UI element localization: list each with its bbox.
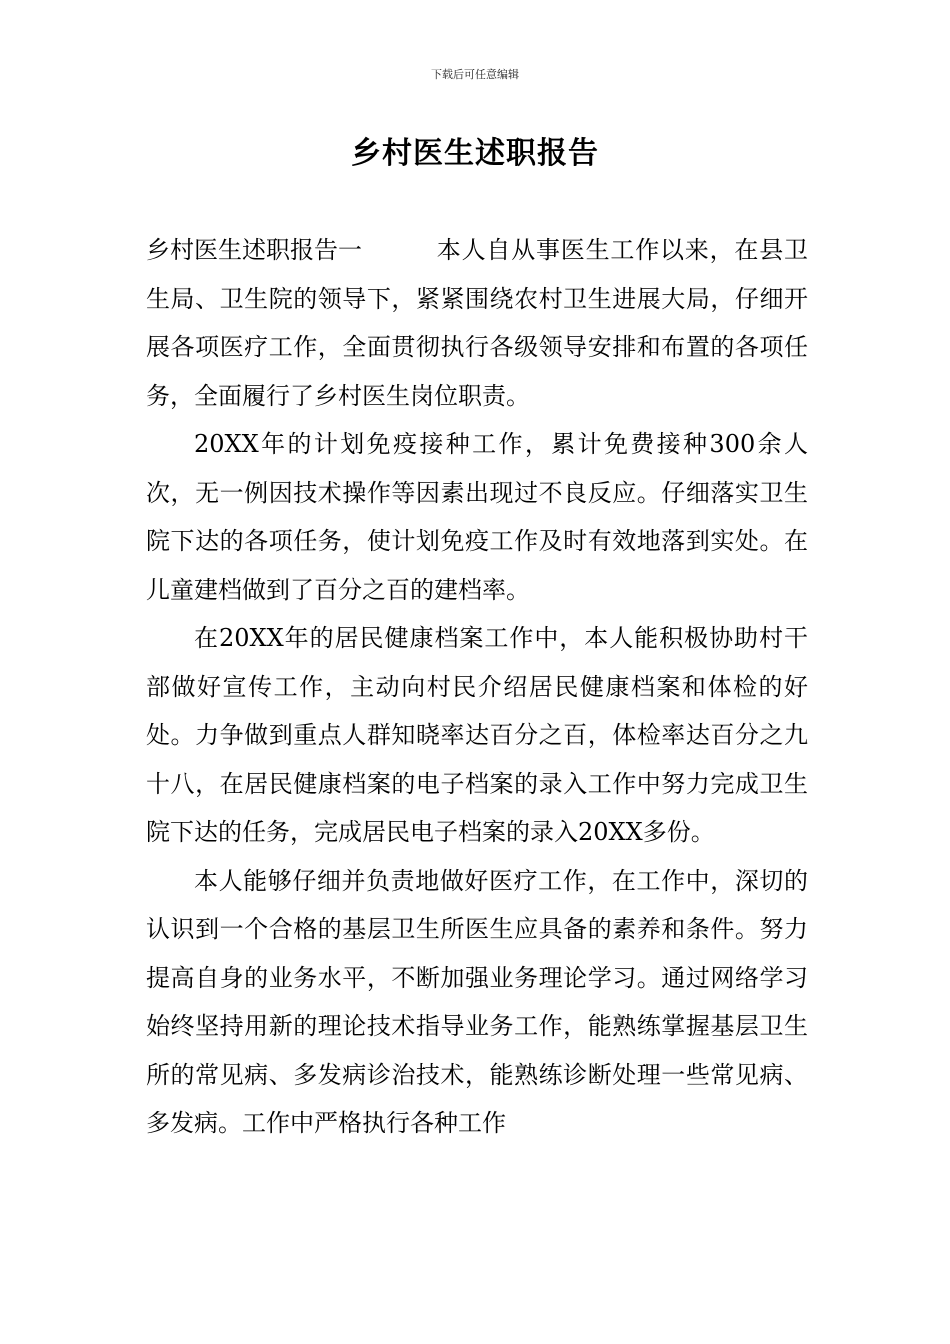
paragraph-1: [146, 226, 808, 420]
paragraph-4: 本人能够仔细并负责地做好医疗工作，在工作中，深切的认识到一个合格的基层卫生所医生应具备的素养和条件。努力提高自身的业务水平，不断加强业务理论学习。通过网络学习始终坚持用新的理论技术指导业务工作，能熟练掌握基层卫生所的常见病、多发病诊治技术，能熟练诊断处理一些常见病、多发病。工作中严格执行各种工作: [146, 866, 808, 1137]
paragraph-1-text: 本人自从事医生工作以来，在县卫生局、卫生院的领导下，紧紧围绕农村卫生进展大局，仔细开展各项医疗工作，全面贯彻执行各级领导安排和布置的各项任务，全面履行了乡村医生岗位职责。: [146, 236, 808, 410]
paragraph-2: 20XX年的计划免疫接种工作，累计免费接种300余人次，无一例因技术操作等因素出现过不良反应。仔细落实卫生院下达的各项任务，使计划免疫工作及时有效地落到实处。在儿童建档做到了百分之百的建档率。: [146, 430, 808, 604]
document-title: 乡村医生述职报告: [351, 136, 599, 171]
header-note: 下载后可任意编辑: [431, 68, 519, 81]
lead-label: 乡村医生述职报告一: [146, 236, 362, 264]
document-body: [146, 226, 808, 1148]
paragraph-3: 在20XX年的居民健康档案工作中，本人能积极协助村干部做好宣传工作，主动向村民介绍居民健康档案和体检的好处。力争做到重点人群知晓率达百分之百，体检率达百分之九十八，在居民健康档案的电子档案的录入工作中努力完成卫生院下达的任务，完成居民电子档案的录入20XX多份。: [146, 624, 808, 846]
